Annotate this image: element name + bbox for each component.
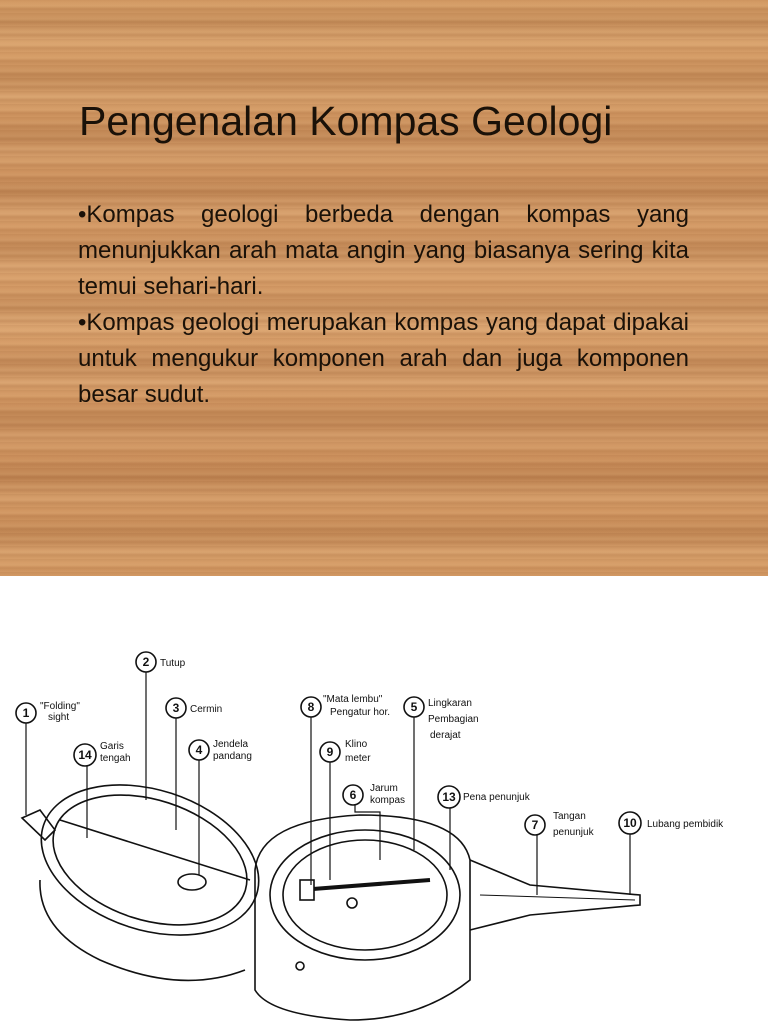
callout-1 bbox=[16, 701, 80, 723]
svg-text:Tutup: Tutup bbox=[160, 658, 186, 669]
svg-text:1: 1 bbox=[22, 706, 30, 720]
callout-2 bbox=[136, 652, 186, 672]
svg-text:meter: meter bbox=[345, 753, 371, 764]
svg-text:penunjuk: penunjuk bbox=[553, 827, 594, 838]
svg-text:6: 6 bbox=[349, 788, 357, 802]
svg-text:Cermin: Cermin bbox=[190, 704, 223, 715]
bullet-2: •Kompas geologi merupakan kompas yang dapat dipakai untuk mengukur komponen arah dan juga komponen besar sudut. bbox=[78, 309, 689, 408]
compass-base-drawing bbox=[255, 815, 640, 1020]
leader-lines bbox=[26, 672, 630, 895]
compass-lid-drawing bbox=[22, 759, 278, 981]
svg-text:5: 5 bbox=[410, 700, 418, 714]
svg-text:3: 3 bbox=[172, 701, 180, 715]
svg-text:Pengatur hor.: Pengatur hor. bbox=[330, 707, 391, 718]
svg-text:9: 9 bbox=[326, 745, 334, 759]
svg-text:Lubang pembidik: Lubang pembidik bbox=[647, 819, 724, 830]
svg-text:Pena penunjuk: Pena penunjuk bbox=[463, 792, 530, 803]
callout-9 bbox=[320, 739, 371, 764]
callout-4 bbox=[189, 739, 252, 762]
callout-13 bbox=[438, 786, 531, 808]
svg-text:Garis: Garis bbox=[100, 741, 124, 752]
svg-text:"Folding": "Folding" bbox=[40, 701, 80, 712]
callout-7 bbox=[525, 811, 595, 838]
svg-text:14: 14 bbox=[78, 748, 92, 762]
svg-text:pandang: pandang bbox=[213, 751, 252, 762]
svg-text:Jendela: Jendela bbox=[213, 739, 249, 750]
svg-text:Klino: Klino bbox=[345, 739, 368, 750]
slide-title: Pengenalan Kompas Geologi bbox=[79, 98, 613, 144]
callout-6 bbox=[343, 783, 405, 806]
svg-text:7: 7 bbox=[531, 818, 539, 832]
svg-text:tengah: tengah bbox=[100, 753, 131, 764]
bullet-1: •Kompas geologi berbeda dengan kompas yang menunjukkan arah mata angin yang biasanya sering kita temui sehari-hari. bbox=[78, 201, 689, 300]
compass-diagram bbox=[0, 576, 768, 1024]
svg-text:10: 10 bbox=[623, 816, 637, 830]
svg-text:derajat: derajat bbox=[430, 730, 461, 741]
callout-8 bbox=[301, 694, 390, 718]
svg-text:2: 2 bbox=[142, 655, 150, 669]
svg-text:sight: sight bbox=[48, 712, 70, 723]
callout-10 bbox=[619, 812, 724, 834]
svg-text:"Mata lembu": "Mata lembu" bbox=[323, 694, 383, 705]
slide-body bbox=[78, 197, 689, 413]
svg-text:Jarum: Jarum bbox=[370, 783, 398, 794]
callout-3 bbox=[166, 698, 222, 718]
svg-text:Pembagian: Pembagian bbox=[428, 714, 479, 725]
svg-text:kompas: kompas bbox=[370, 795, 406, 806]
svg-text:4: 4 bbox=[195, 743, 203, 757]
svg-text:13: 13 bbox=[442, 790, 456, 804]
callout-5 bbox=[404, 697, 479, 741]
callout-14 bbox=[74, 741, 131, 766]
svg-text:Lingkaran: Lingkaran bbox=[428, 698, 472, 709]
svg-text:8: 8 bbox=[307, 700, 315, 714]
svg-text:Tangan: Tangan bbox=[553, 811, 586, 822]
